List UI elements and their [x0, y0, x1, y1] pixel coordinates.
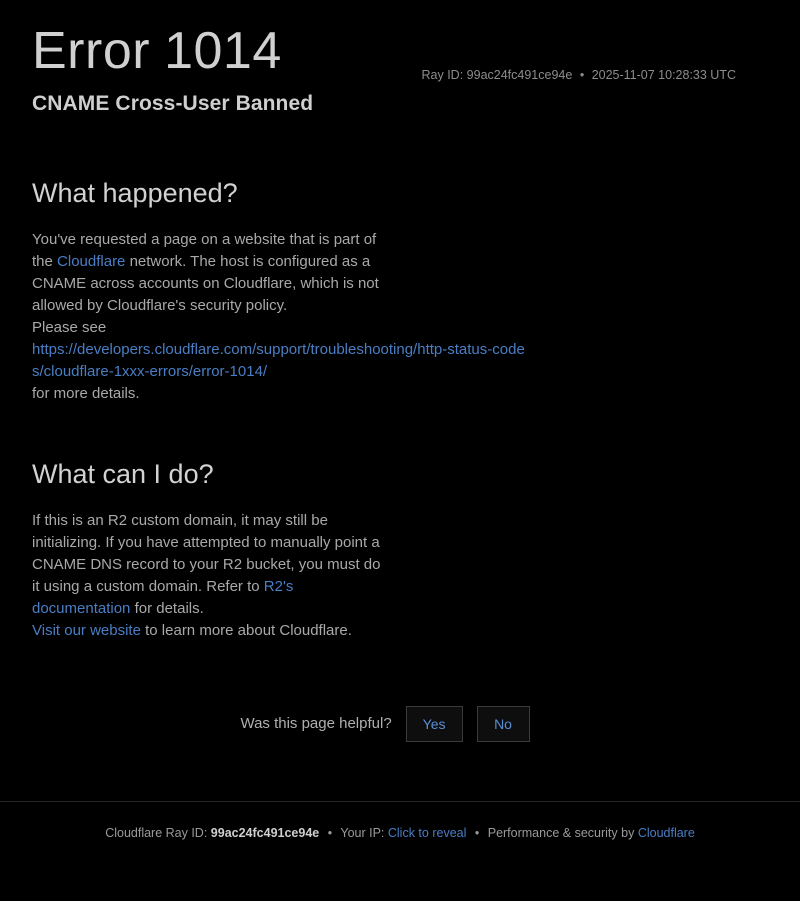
footer-bullet-2: • — [474, 826, 480, 840]
footer-cloudflare-link[interactable]: Cloudflare — [637, 826, 695, 840]
footer-content — [105, 826, 695, 840]
feedback-no-button[interactable]: No — [477, 706, 530, 742]
footer-ray-label: Cloudflare Ray ID: — [105, 826, 208, 840]
what-happened-text-after: network. The host is configured as a CNAME across accounts on Cloudflare, which is not allowed by Cloudflare's security policy. — [32, 252, 379, 314]
error-header — [32, 0, 768, 116]
feedback-yes-button[interactable]: Yes — [406, 706, 463, 742]
footer-ray-id: 99ac24fc491ce94e — [210, 826, 320, 840]
error-code: 1014 — [164, 22, 282, 80]
what-can-i-do-text — [32, 510, 382, 620]
cloudflare-link[interactable]: Cloudflare — [57, 252, 126, 270]
footer-performance-text: Performance & security by — [487, 826, 635, 840]
ray-meta — [422, 68, 737, 82]
visit-website-text: to learn more about Cloudflare. — [140, 621, 352, 639]
please-see-text: Please see — [32, 318, 107, 336]
error-subtitle: CNAME Cross-User Banned — [32, 91, 314, 115]
page-footer — [0, 801, 800, 901]
footer-bullet-1: • — [327, 826, 333, 840]
visit-website-line — [32, 620, 382, 642]
documentation-url-link[interactable]: https://developers.cloudflare.com/support/troubleshooting/http-status-codes/cloudflare-1xxx-errors/error-1014/ — [32, 340, 525, 380]
timestamp: 2025-11-07 10:28:33 UTC — [591, 68, 736, 82]
visit-website-link[interactable]: Visit our website — [32, 621, 141, 639]
section-what-can-i-do — [32, 459, 562, 642]
more-details-text: for more details. — [32, 384, 140, 402]
click-to-reveal-link[interactable]: Click to reveal — [387, 826, 467, 840]
feedback-row — [32, 706, 768, 742]
what-can-i-do-text-after: for details. — [130, 599, 204, 617]
section-what-happened — [32, 178, 562, 405]
what-happened-text — [32, 229, 382, 317]
what-can-i-do-heading: What can I do? — [32, 458, 214, 489]
error-label: Error — [32, 22, 151, 80]
what-happened-heading: What happened? — [32, 177, 238, 208]
what-happened-details — [32, 317, 532, 405]
content — [32, 116, 562, 642]
feedback-question: Was this page helpful? — [240, 715, 392, 733]
r2-documentation-link[interactable]: R2's documentation — [32, 577, 294, 617]
what-happened-text-before: You've requested a page on a website that is part of the — [32, 230, 377, 270]
meta-separator: • — [579, 68, 585, 82]
footer-your-ip-label: Your IP: — [340, 826, 385, 840]
ray-id-label: Ray ID: — [421, 68, 464, 82]
what-can-i-do-text-before: If this is an R2 custom domain, it may still be initializing. If you have attempted to manually point a CNAME DNS record to your R2 bucket, you must do it using a custom domain. Refer to — [32, 511, 381, 595]
ray-id-value: 99ac24fc491ce94e — [466, 68, 573, 82]
